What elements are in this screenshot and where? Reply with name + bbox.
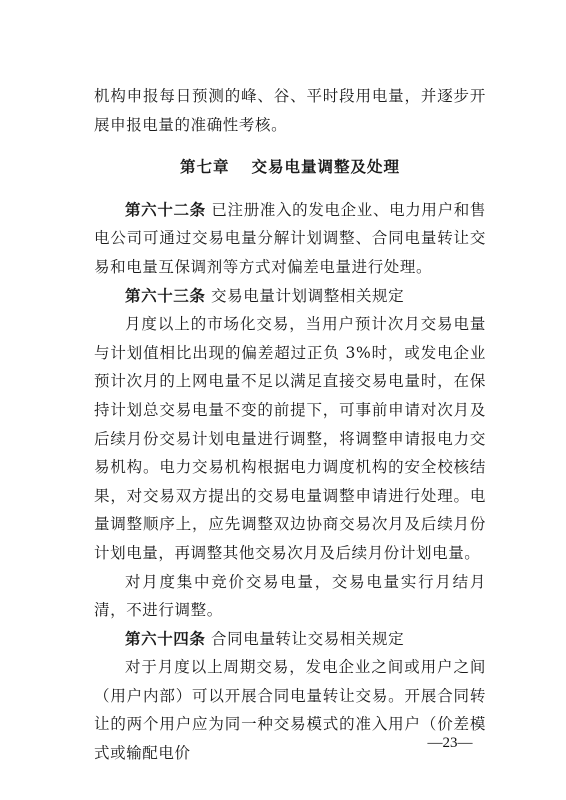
article-63-paragraph-1: 月度以上的市场化交易，当用户预计次月交易电量与计划值相比出现的偏差超过正负 3%时，或发电企业预计次月的上网电量不足以满足直接交易电量时，在保持计划总交易电量不变的前提下，可事前申请对次月及后续月份交易计划电量进行调整，将调整申请报电力交易机构。电力交易机构根据电力调度机构的安全校核结果，对交易双方提出的交易电量调整申请进行处理。电量调整顺序上，应先调整双边协商交易次月及后续月份计划电量，再调整其他交易次月及后续月份计划电量。 xyxy=(94,315,486,562)
article-64-paragraph-1: 对于月度以上周期交易，发电企业之间或用户之间（用户内部）可以开展合同电量转让交易。开展合同转让的两个用户应为同一种交易模式的准入用户（价差模式或输配电价 xyxy=(94,658,486,763)
chapter-number: 第七章 xyxy=(179,158,230,177)
article-63-heading xyxy=(94,282,486,311)
article-64-title: 合同电量转让交易相关规定 xyxy=(211,629,405,648)
article-63-paragraph-2: 对月度集中竞价交易电量，交易电量实行月结月清，不进行调整。 xyxy=(94,572,486,620)
page-number: —23— xyxy=(427,735,473,751)
chapter-heading xyxy=(94,153,486,182)
article-62-text: 已注册准入的发电企业、电力用户和售电公司可通过交易电量分解计划调整、合同电量转让交易和电量互保调剂等方式对偏差电量进行处理。 xyxy=(94,200,487,276)
document-body xyxy=(94,82,486,768)
chapter-title: 交易电量调整及处理 xyxy=(251,158,401,177)
article-63-label: 第六十三条 xyxy=(125,286,206,305)
article-64-heading xyxy=(94,625,486,654)
article-63-title: 交易电量计划调整相关规定 xyxy=(211,286,405,305)
intro-paragraph: 机构申报每日预测的峰、谷、平时段用电量，并逐步开展申报电量的准确性考核。 xyxy=(94,87,486,134)
article-62 xyxy=(94,196,486,282)
article-64-label: 第六十四条 xyxy=(125,629,206,648)
article-62-label: 第六十二条 xyxy=(125,200,206,219)
